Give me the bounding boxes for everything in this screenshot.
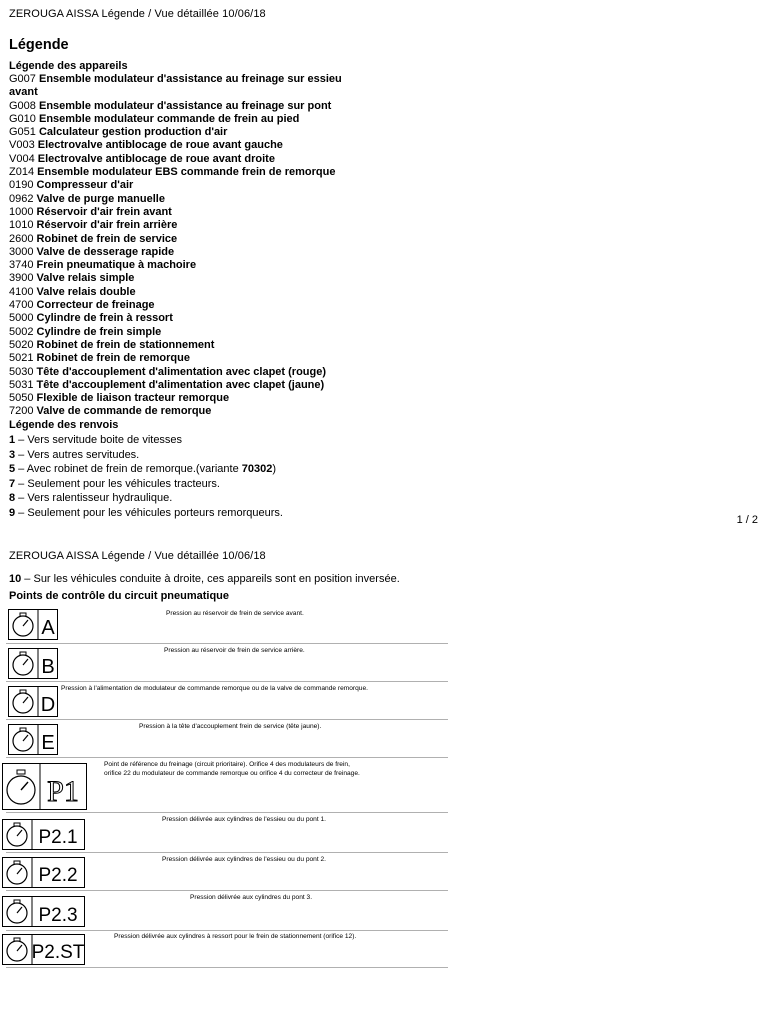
- control-point-row: [6, 605, 448, 644]
- control-point-row: [6, 852, 448, 891]
- list-item: 3900 Valve relais simple: [9, 272, 135, 285]
- control-point-tag: P1: [47, 775, 79, 808]
- renvois-heading: Légende des renvois: [9, 419, 119, 431]
- list-item: 5050 Flexible de liaison tracteur remorque: [9, 392, 230, 405]
- control-point-desc: Pression délivrée aux cylindres à ressort pour le frein de stationnement (orifice 12).: [114, 933, 357, 940]
- list-item: G008 Ensemble modulateur d'assistance au freinage sur pont: [9, 99, 332, 112]
- page-header: ZEROUGA AISSA Légende / Vue détaillée 10/06/18: [9, 8, 266, 20]
- control-point-tag: P2.ST: [31, 942, 85, 963]
- list-item: 5020 Robinet de frein de stationnement: [9, 338, 215, 351]
- list-item: 7 – Seulement pour les véhicules tracteurs.: [9, 477, 220, 490]
- control-point-tag: D: [40, 694, 56, 716]
- list-item: 1010 Réservoir d'air frein arrière: [9, 219, 178, 232]
- control-point-desc: Point de référence du freinage (circuit prioritaire). Orifice 4 des modulateurs de frein, orifice 22 du modulateur de commande remorque ou orifice 4 du correcteur de freinage.: [104, 761, 360, 777]
- list-item: 0962 Valve de purge manuelle: [9, 192, 165, 205]
- list-item: V004 Electrovalve antiblocage de roue avant droite: [9, 152, 275, 165]
- control-point-desc: Pression au réservoir de frein de service arrière.: [164, 647, 305, 654]
- renvois-list: [9, 433, 283, 521]
- control-point-desc: Pression à la tête d'accouplement frein de service (tête jaune).: [139, 723, 322, 730]
- list-item: 5002 Cylindre de frein simple: [9, 325, 162, 338]
- control-point-row: [6, 719, 448, 758]
- control-point-desc: Pression à l'alimentation de modulateur de commande remorque ou de la valve de commande remorque.: [61, 685, 368, 692]
- list-item: G051 Calculateur gestion production d'air: [9, 126, 228, 139]
- pressure-gauge-icon: [8, 686, 58, 718]
- control-point-row: [6, 643, 448, 682]
- list-item: 1 – Vers servitude boite de vitesses: [9, 434, 183, 446]
- control-point-tag: P2.2: [38, 865, 78, 886]
- pressure-gauge-icon: [2, 896, 86, 928]
- pressure-gauge-icon: [2, 763, 88, 811]
- list-item: 5000 Cylindre de frein à ressort: [9, 312, 173, 325]
- list-item: 3740 Frein pneumatique à machoire: [9, 259, 197, 272]
- control-point-row: [6, 890, 448, 931]
- appareils-heading: Légende des appareils: [9, 60, 128, 72]
- control-point-tag: E: [41, 732, 55, 754]
- list-item: avant: [9, 86, 38, 99]
- control-point-desc: Pression au réservoir de frein de service avant.: [166, 610, 304, 617]
- list-item: 7200 Valve de commande de remorque: [9, 405, 212, 418]
- control-point-desc: Pression délivrée aux cylindres de l'essieu ou du pont 1.: [162, 816, 327, 823]
- control-point-tag: P2.3: [38, 905, 78, 926]
- list-item: 5 – Avec robinet de frein de remorque.(variante 70302): [9, 463, 277, 476]
- list-item: G010 Ensemble modulateur commande de frein au pied: [9, 112, 300, 125]
- control-point-desc: Pression délivrée aux cylindres de l'essieu ou du pont 2.: [162, 856, 327, 863]
- control-point-row: [6, 930, 448, 968]
- list-item: 5021 Robinet de frein de remorque: [9, 352, 190, 365]
- pressure-gauge-icon: [2, 934, 86, 966]
- list-item: 0190 Compresseur d'air: [9, 179, 134, 192]
- control-point-row: [6, 757, 448, 813]
- pressure-gauge-icon: [2, 819, 86, 851]
- list-item: 5031 Tête d'accouplement d'alimentation avec clapet (jaune): [9, 378, 325, 391]
- list-item: 4100 Valve relais double: [9, 285, 136, 298]
- list-item: Z014 Ensemble modulateur EBS commande frein de remorque: [9, 166, 336, 179]
- list-item: 2600 Robinet de frein de service: [9, 232, 178, 245]
- pressure-gauge-icon: [8, 648, 58, 680]
- control-point-tag: P2.1: [38, 827, 78, 848]
- renvoi-item-10: 10 – Sur les véhicules conduite à droite, ces appareils sont en position inversée.: [9, 573, 400, 585]
- list-item: 5030 Tête d'accouplement d'alimentation avec clapet (rouge): [9, 365, 327, 378]
- control-point-row: [6, 681, 448, 720]
- page-title: Légende: [9, 37, 69, 53]
- control-point-tag: A: [41, 617, 55, 639]
- control-point-row: [6, 812, 448, 853]
- list-item: G007 Ensemble modulateur d'assistance au freinage sur essieu: [9, 73, 342, 85]
- page-number: 1 / 2: [736, 514, 758, 526]
- list-item: 4700 Correcteur de freinage: [9, 299, 155, 312]
- list-item: 3 – Vers autres servitudes.: [9, 448, 140, 461]
- list-item: 1000 Réservoir d'air frein avant: [9, 205, 172, 218]
- pressure-gauge-icon: [8, 724, 58, 756]
- list-item: 3000 Valve de desserage rapide: [9, 245, 175, 258]
- pressure-gauge-icon: [8, 609, 58, 641]
- list-item: 8 – Vers ralentisseur hydraulique.: [9, 492, 173, 505]
- appareils-list: [9, 73, 369, 419]
- control-point-tag: B: [41, 656, 55, 678]
- list-item: 9 – Seulement pour les véhicules porteurs remorqueurs.: [9, 506, 283, 519]
- control-point-desc: Pression délivrée aux cylindres du pont 3.: [190, 894, 313, 901]
- pressure-gauge-icon: [2, 857, 86, 889]
- controle-heading: Points de contrôle du circuit pneumatique: [9, 590, 230, 602]
- list-item: V003 Electrovalve antiblocage de roue avant gauche: [9, 139, 283, 152]
- page-header: ZEROUGA AISSA Légende / Vue détaillée 10/06/18: [9, 550, 266, 562]
